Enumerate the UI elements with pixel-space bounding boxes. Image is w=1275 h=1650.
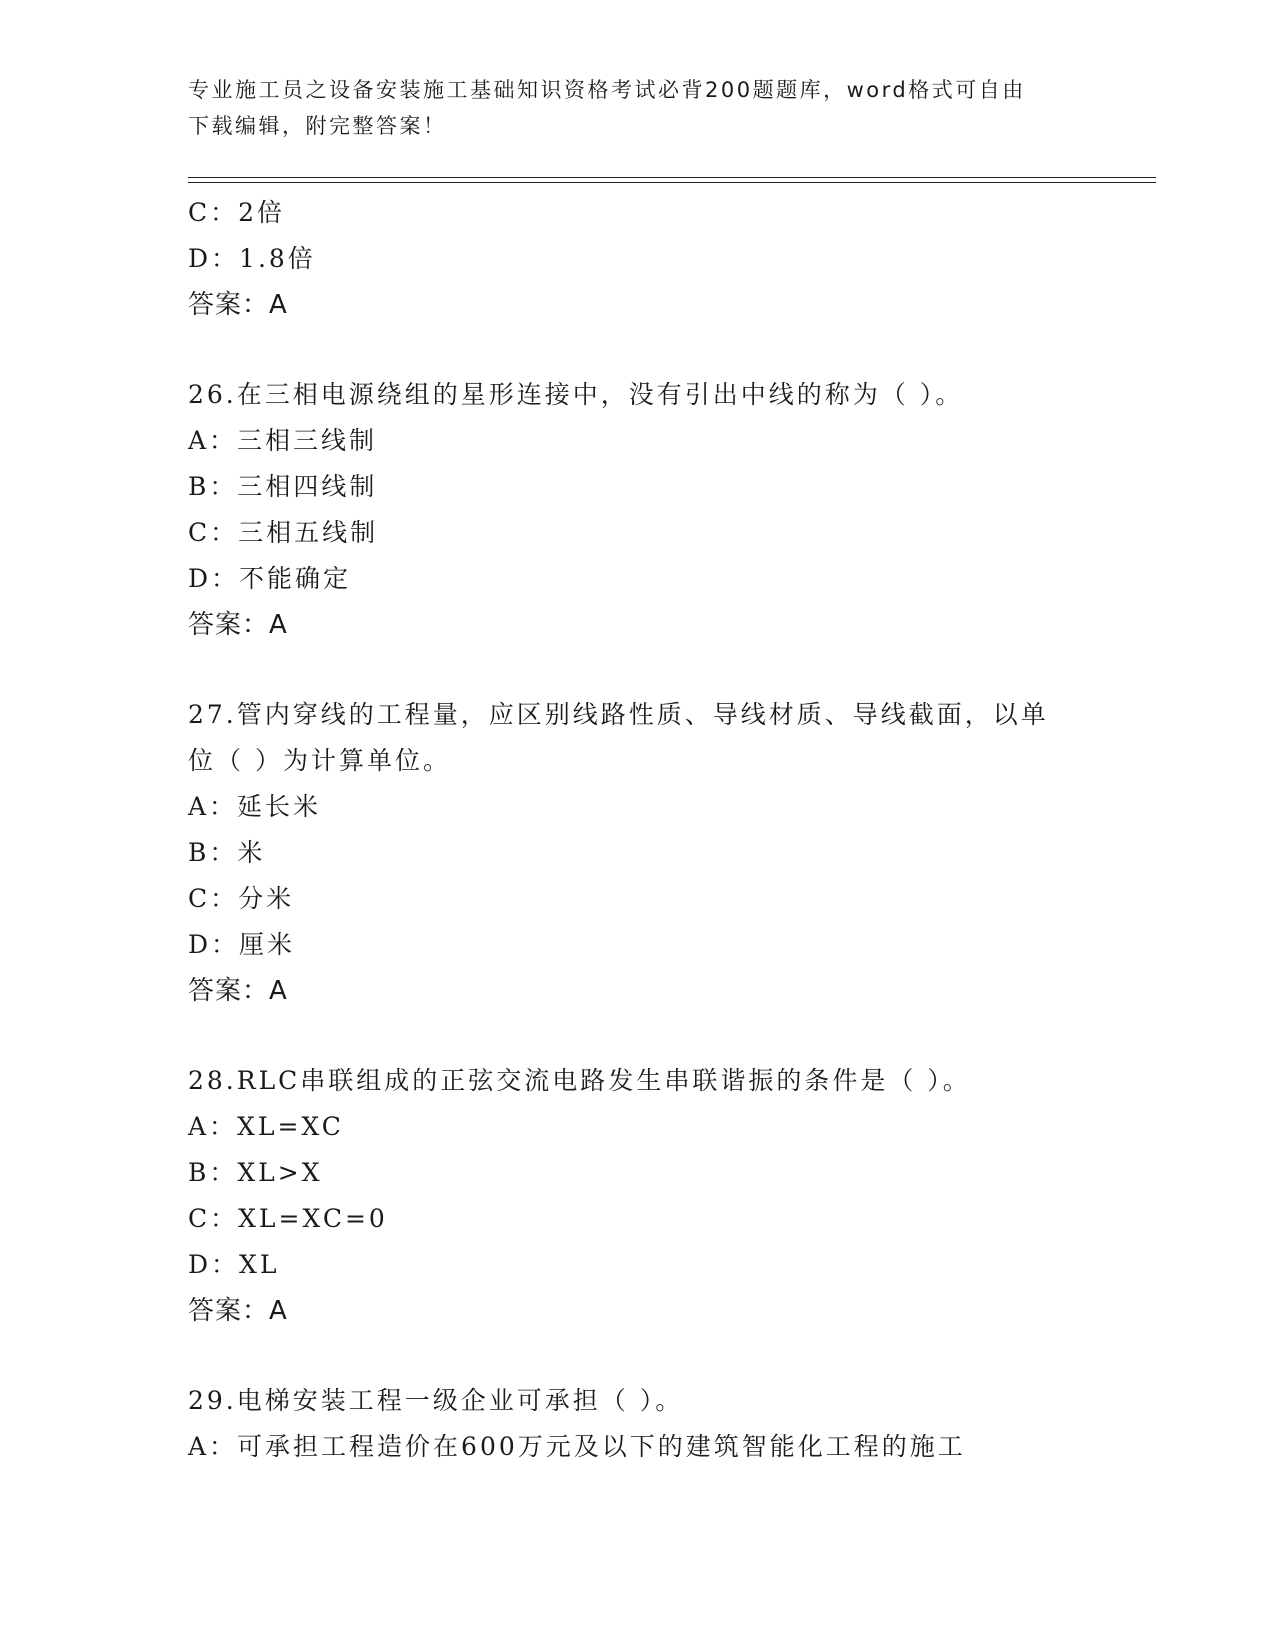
header-rule-bottom: [188, 182, 1156, 183]
answer-line: 答案：A: [188, 976, 288, 1006]
question-text: 28.RLC串联组成的正弦交流电路发生串联谐振的条件是（ ）。: [188, 1066, 971, 1095]
header-title-line-1: 专业施工员之设备安装施工基础知识资格考试必背200题题库，word格式可自由: [188, 78, 1026, 102]
option-a: A：XL=XC: [188, 1112, 344, 1141]
question-block-29: [188, 1378, 1088, 1470]
question-text: 26.在三相电源绕组的星形连接中，没有引出中线的称为（ ）。: [188, 380, 964, 409]
option-c: C：2倍: [188, 198, 286, 227]
spacer: [188, 1334, 1088, 1378]
option-b: B：XL>X: [188, 1158, 323, 1187]
option-c: C：XL=XC=0: [188, 1204, 388, 1233]
header-title-line-2: 下载编辑，附完整答案！: [188, 114, 447, 138]
question-text-line-2: 位（ ）为计算单位。: [188, 746, 451, 775]
answer-line: 答案：A: [188, 1296, 288, 1326]
option-d: D：XL: [188, 1250, 280, 1279]
answer-line: 答案：A: [188, 610, 288, 640]
question-block-27: [188, 692, 1088, 1014]
option-c: C：分米: [188, 884, 295, 913]
header-rule-top: [188, 177, 1156, 178]
option-a: A：可承担工程造价在600万元及以下的建筑智能化工程的施工: [188, 1432, 966, 1461]
document-body: [188, 190, 1088, 1470]
option-c: C：三相五线制: [188, 518, 379, 547]
question-block-28: [188, 1058, 1088, 1334]
answer-line: 答案：A: [188, 290, 288, 320]
question-block-prev: [188, 190, 1088, 328]
question-text-line-1: 27.管内穿线的工程量，应区别线路性质、导线材质、导线截面，以单: [188, 700, 1049, 729]
spacer: [188, 648, 1088, 692]
option-b: B：三相四线制: [188, 472, 378, 501]
document-header: [188, 72, 1088, 144]
option-d: D：1.8倍: [188, 244, 316, 273]
option-a: A：三相三线制: [188, 426, 378, 455]
option-b: B：米: [188, 838, 266, 867]
question-text: 29.电梯安装工程一级企业可承担（ ）。: [188, 1386, 684, 1415]
spacer: [188, 1014, 1088, 1058]
spacer: [188, 328, 1088, 372]
option-d: D：厘米: [188, 930, 296, 959]
question-block-26: [188, 372, 1088, 648]
option-d: D：不能确定: [188, 564, 352, 593]
option-a: A：延长米: [188, 792, 322, 821]
